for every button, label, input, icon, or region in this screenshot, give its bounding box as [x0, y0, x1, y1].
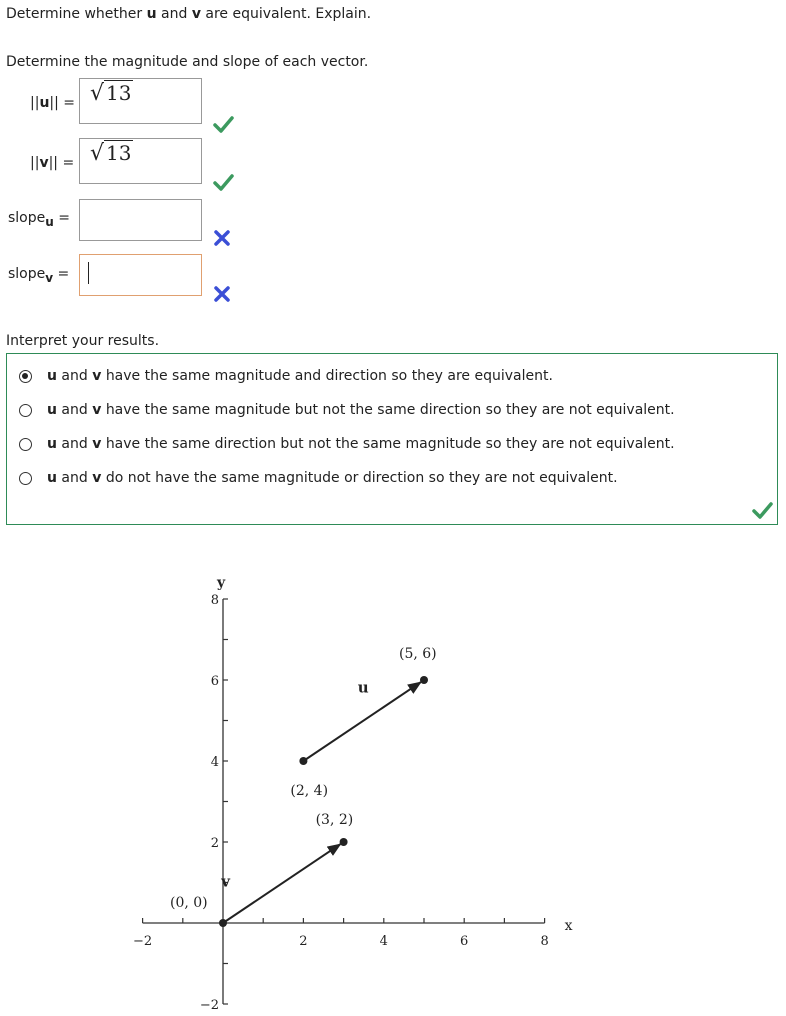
vector-v-label: v [221, 872, 231, 891]
option-2-text: have the same magnitude but not the same direction so they are not equivalent. [105, 402, 675, 418]
y-tick-label: 2 [210, 836, 219, 851]
sqrt-expression [90, 81, 133, 106]
radio-unselected[interactable] [19, 438, 32, 451]
question-suffix: are equivalent. Explain. [205, 6, 372, 22]
y-tick-label: 8 [210, 593, 219, 608]
magnitude-u-label-post: || = [49, 95, 76, 111]
check-icon [212, 113, 234, 135]
check-icon [751, 499, 773, 521]
vector-u-label: u [357, 678, 369, 697]
option-and: and [61, 402, 88, 418]
radio-unselected[interactable] [19, 404, 32, 417]
option-u: u [47, 470, 57, 486]
option-v: v [92, 436, 102, 452]
slope-u-label [8, 210, 70, 229]
option-u: u [47, 436, 57, 452]
interpret-label: Interpret your results. [6, 333, 160, 349]
magnitude-v-input[interactable] [79, 138, 202, 184]
magnitude-v-label-bold: v [39, 155, 49, 171]
option-text [47, 368, 553, 384]
option-text [47, 402, 675, 418]
x-axis-label: x [564, 918, 573, 934]
instruction-text: Determine the magnitude and slope of each vector. [6, 54, 369, 70]
vector-v [223, 844, 340, 923]
option-u: u [47, 402, 57, 418]
x-icon [211, 227, 233, 249]
vector-plot [0, 560, 786, 1016]
question-u: u [146, 6, 157, 22]
option-2[interactable] [19, 398, 675, 422]
sqrt-expression [90, 141, 133, 166]
slope-u-label-pre: slope [8, 210, 46, 226]
interpret-options-panel [6, 353, 778, 525]
slope-v-input[interactable] [79, 254, 202, 296]
vector-u-end-label: (5, 6) [399, 646, 437, 662]
option-text [47, 436, 675, 452]
check-icon [212, 171, 234, 193]
question-and: and [161, 6, 188, 22]
option-3[interactable] [19, 432, 675, 456]
option-1[interactable] [19, 364, 553, 388]
x-icon [211, 283, 233, 305]
question-text [6, 6, 371, 22]
vector-u-start-label: (2, 4) [290, 783, 329, 799]
option-3-text: have the same direction but not the same magnitude so they are not equivalent. [105, 436, 675, 452]
magnitude-u-value: 13 [106, 81, 132, 105]
magnitude-v-label-post: || = [48, 155, 75, 171]
slope-v-label-sub: v [45, 270, 54, 285]
option-v: v [92, 368, 102, 384]
radio-unselected[interactable] [19, 472, 32, 485]
vector-v-end-point [340, 838, 348, 846]
slope-v-label-post: = [57, 266, 70, 282]
y-tick-label: 6 [210, 674, 219, 689]
option-text [47, 470, 618, 486]
vector-v-start-label: (0, 0) [170, 895, 208, 911]
x-tick-label: 8 [540, 934, 549, 949]
question-prefix: Determine whether [6, 6, 143, 22]
vector-u-start-point [299, 757, 307, 765]
vector-v-end-label: (3, 2) [315, 812, 354, 828]
y-tick-label: 4 [210, 755, 219, 770]
option-and: and [61, 368, 88, 384]
magnitude-v-label-pre: || [30, 155, 40, 171]
magnitude-u-label-pre: || [30, 95, 40, 111]
magnitude-u-label-bold: u [39, 95, 50, 111]
option-1-text: have the same magnitude and direction so they are equivalent. [105, 368, 553, 384]
x-tick-label: 6 [460, 934, 469, 949]
x-tick-label: 4 [379, 934, 388, 949]
magnitude-v-label [30, 155, 74, 171]
slope-u-label-sub: u [45, 214, 54, 229]
option-4[interactable] [19, 466, 618, 490]
x-tick-label: 2 [299, 934, 308, 949]
radical-sign: √ [90, 81, 105, 106]
magnitude-u-input[interactable] [79, 78, 202, 124]
y-axis-label: y [217, 575, 226, 591]
radical-sign: √ [90, 141, 105, 166]
magnitude-u-label [30, 95, 75, 111]
slope-u-label-post: = [58, 210, 70, 226]
question-v: v [191, 6, 201, 22]
option-v: v [92, 470, 102, 486]
radio-selected[interactable] [19, 370, 32, 383]
slope-u-input[interactable] [79, 199, 202, 241]
text-caret [88, 262, 89, 284]
vector-u-end-point [420, 676, 428, 684]
option-and: and [61, 436, 88, 452]
slope-v-label-pre: slope [8, 266, 46, 282]
option-4-text: do not have the same magnitude or direction so they are not equivalent. [105, 470, 618, 486]
magnitude-v-value: 13 [106, 141, 132, 165]
option-u: u [47, 368, 57, 384]
option-v: v [92, 402, 102, 418]
vector-v-start-point [219, 919, 227, 927]
slope-v-label [8, 266, 69, 285]
x-tick-label: −2 [133, 934, 153, 949]
option-and: and [61, 470, 88, 486]
y-tick-label: −2 [199, 998, 219, 1013]
